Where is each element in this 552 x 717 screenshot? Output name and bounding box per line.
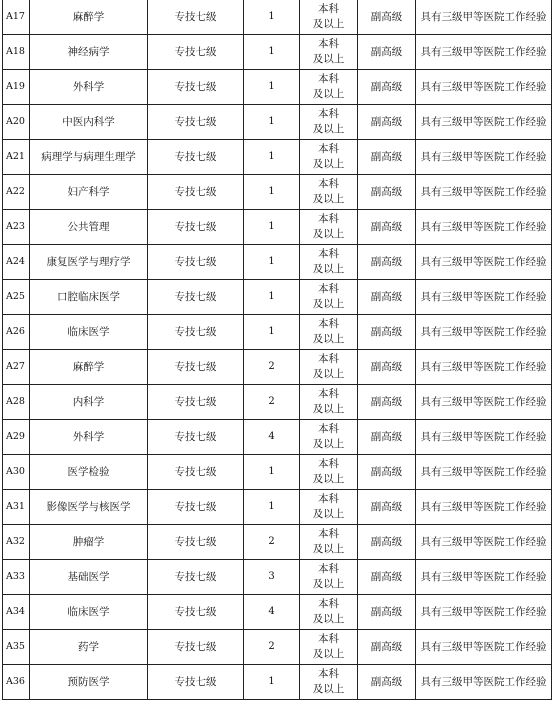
post-level-cell: 专技七级 (148, 630, 244, 665)
position-code-cell: A25 (3, 280, 30, 315)
major-cell: 妇产科学 (30, 175, 148, 210)
post-level-cell: 专技七级 (148, 490, 244, 525)
post-level-cell: 专技七级 (148, 455, 244, 490)
headcount-cell: 4 (244, 595, 300, 630)
major-cell: 麻醉学 (30, 0, 148, 35)
education-line-1: 本科 (318, 178, 339, 190)
post-level-cell: 专技七级 (148, 35, 244, 70)
education-line-2: 及以上 (312, 333, 345, 345)
education-cell (300, 455, 358, 490)
position-code-cell: A35 (3, 630, 30, 665)
education-line-2: 及以上 (312, 298, 345, 310)
major-cell: 外科学 (30, 420, 148, 455)
education-line-2: 及以上 (312, 438, 345, 450)
education-cell (300, 665, 358, 700)
requirement-cell: 具有三级甲等医院工作经验 (416, 70, 552, 105)
position-code-cell: A21 (3, 140, 30, 175)
major-cell: 外科学 (30, 70, 148, 105)
requirement-cell: 具有三级甲等医院工作经验 (416, 245, 552, 280)
major-cell: 药学 (30, 630, 148, 665)
professional-title-cell: 副高级 (358, 490, 416, 525)
headcount-cell: 1 (244, 315, 300, 350)
education-line-2: 及以上 (312, 508, 345, 520)
table-row (3, 0, 552, 35)
position-code-cell: A31 (3, 490, 30, 525)
education-line-2: 及以上 (312, 473, 345, 485)
position-code-cell: A23 (3, 210, 30, 245)
education-line-1: 本科 (318, 73, 339, 85)
major-cell: 中医内科学 (30, 105, 148, 140)
education-cell (300, 525, 358, 560)
requirement-cell: 具有三级甲等医院工作经验 (416, 35, 552, 70)
major-cell: 麻醉学 (30, 350, 148, 385)
post-level-cell: 专技七级 (148, 595, 244, 630)
position-code-cell: A27 (3, 350, 30, 385)
headcount-cell: 1 (244, 35, 300, 70)
education-line-1: 本科 (318, 283, 339, 295)
post-level-cell: 专技七级 (148, 350, 244, 385)
education-line-1: 本科 (318, 318, 339, 330)
table-row (3, 420, 552, 455)
table-row (3, 105, 552, 140)
requirement-cell: 具有三级甲等医院工作经验 (416, 665, 552, 700)
table-row (3, 455, 552, 490)
headcount-cell: 1 (244, 245, 300, 280)
education-line-1: 本科 (318, 668, 339, 680)
table-row (3, 560, 552, 595)
table-row (3, 350, 552, 385)
professional-title-cell: 副高级 (358, 70, 416, 105)
table-row (3, 140, 552, 175)
table-row (3, 490, 552, 525)
education-cell (300, 210, 358, 245)
headcount-cell: 1 (244, 70, 300, 105)
table-row (3, 210, 552, 245)
major-cell: 基础医学 (30, 560, 148, 595)
education-line-1: 本科 (318, 493, 339, 505)
headcount-cell: 1 (244, 105, 300, 140)
position-code-cell: A29 (3, 420, 30, 455)
major-cell: 影像医学与核医学 (30, 490, 148, 525)
professional-title-cell: 副高级 (358, 315, 416, 350)
headcount-cell: 1 (244, 210, 300, 245)
post-level-cell: 专技七级 (148, 560, 244, 595)
education-line-1: 本科 (318, 598, 339, 610)
professional-title-cell: 副高级 (358, 105, 416, 140)
post-level-cell: 专技七级 (148, 315, 244, 350)
major-cell: 康复医学与理疗学 (30, 245, 148, 280)
table-row (3, 630, 552, 665)
requirement-cell: 具有三级甲等医院工作经验 (416, 455, 552, 490)
table-row (3, 35, 552, 70)
professional-title-cell: 副高级 (358, 420, 416, 455)
post-level-cell: 专技七级 (148, 210, 244, 245)
headcount-cell: 1 (244, 490, 300, 525)
education-line-2: 及以上 (312, 648, 345, 660)
position-code-cell: A22 (3, 175, 30, 210)
education-cell (300, 280, 358, 315)
education-line-1: 本科 (318, 563, 339, 575)
major-cell: 内科学 (30, 385, 148, 420)
education-line-1: 本科 (318, 633, 339, 645)
education-cell (300, 385, 358, 420)
education-line-2: 及以上 (312, 158, 345, 170)
education-line-2: 及以上 (312, 543, 345, 555)
post-level-cell: 专技七级 (148, 70, 244, 105)
headcount-cell: 1 (244, 140, 300, 175)
position-code-cell: A24 (3, 245, 30, 280)
professional-title-cell: 副高级 (358, 245, 416, 280)
requirement-cell: 具有三级甲等医院工作经验 (416, 385, 552, 420)
table-row (3, 175, 552, 210)
headcount-cell: 1 (244, 0, 300, 35)
education-cell (300, 245, 358, 280)
education-line-1: 本科 (318, 38, 339, 50)
major-cell: 肿瘤学 (30, 525, 148, 560)
education-line-2: 及以上 (312, 228, 345, 240)
education-cell (300, 0, 358, 35)
education-line-2: 及以上 (312, 683, 345, 695)
major-cell: 病理学与病理生理学 (30, 140, 148, 175)
professional-title-cell: 副高级 (358, 280, 416, 315)
requirement-cell: 具有三级甲等医院工作经验 (416, 140, 552, 175)
education-cell (300, 595, 358, 630)
requirement-cell: 具有三级甲等医院工作经验 (416, 350, 552, 385)
table-row (3, 315, 552, 350)
table-row (3, 70, 552, 105)
education-cell (300, 140, 358, 175)
professional-title-cell: 副高级 (358, 455, 416, 490)
requirement-cell: 具有三级甲等医院工作经验 (416, 420, 552, 455)
post-level-cell: 专技七级 (148, 140, 244, 175)
post-level-cell: 专技七级 (148, 105, 244, 140)
professional-title-cell: 副高级 (358, 560, 416, 595)
education-line-1: 本科 (318, 458, 339, 470)
position-code-cell: A19 (3, 70, 30, 105)
post-level-cell: 专技七级 (148, 525, 244, 560)
requirement-cell: 具有三级甲等医院工作经验 (416, 0, 552, 35)
education-line-2: 及以上 (312, 613, 345, 625)
education-line-1: 本科 (318, 3, 339, 15)
education-cell (300, 315, 358, 350)
education-line-2: 及以上 (312, 578, 345, 590)
requirement-cell: 具有三级甲等医院工作经验 (416, 560, 552, 595)
professional-title-cell: 副高级 (358, 525, 416, 560)
professional-title-cell: 副高级 (358, 140, 416, 175)
education-cell (300, 70, 358, 105)
education-line-2: 及以上 (312, 368, 345, 380)
position-code-cell: A32 (3, 525, 30, 560)
education-cell (300, 420, 358, 455)
education-cell (300, 630, 358, 665)
post-level-cell: 专技七级 (148, 245, 244, 280)
position-code-cell: A28 (3, 385, 30, 420)
table-row (3, 665, 552, 700)
requirement-cell: 具有三级甲等医院工作经验 (416, 175, 552, 210)
education-cell (300, 105, 358, 140)
requirement-cell: 具有三级甲等医院工作经验 (416, 210, 552, 245)
positions-table (2, 0, 552, 700)
professional-title-cell: 副高级 (358, 385, 416, 420)
major-cell: 医学检验 (30, 455, 148, 490)
requirement-cell: 具有三级甲等医院工作经验 (416, 525, 552, 560)
table-row (3, 245, 552, 280)
requirement-cell: 具有三级甲等医院工作经验 (416, 595, 552, 630)
requirement-cell: 具有三级甲等医院工作经验 (416, 105, 552, 140)
headcount-cell: 3 (244, 560, 300, 595)
education-line-1: 本科 (318, 213, 339, 225)
post-level-cell: 专技七级 (148, 175, 244, 210)
education-line-1: 本科 (318, 353, 339, 365)
requirement-cell: 具有三级甲等医院工作经验 (416, 490, 552, 525)
professional-title-cell: 副高级 (358, 210, 416, 245)
education-line-2: 及以上 (312, 263, 345, 275)
position-code-cell: A20 (3, 105, 30, 140)
education-line-2: 及以上 (312, 53, 345, 65)
position-code-cell: A26 (3, 315, 30, 350)
professional-title-cell: 副高级 (358, 665, 416, 700)
headcount-cell: 1 (244, 280, 300, 315)
table-row (3, 595, 552, 630)
education-cell (300, 35, 358, 70)
position-code-cell: A36 (3, 665, 30, 700)
headcount-cell: 1 (244, 175, 300, 210)
education-line-2: 及以上 (312, 18, 345, 30)
major-cell: 公共管理 (30, 210, 148, 245)
major-cell: 神经病学 (30, 35, 148, 70)
education-cell (300, 560, 358, 595)
education-cell (300, 175, 358, 210)
education-line-1: 本科 (318, 143, 339, 155)
requirement-cell: 具有三级甲等医院工作经验 (416, 630, 552, 665)
education-line-2: 及以上 (312, 123, 345, 135)
education-line-1: 本科 (318, 423, 339, 435)
post-level-cell: 专技七级 (148, 385, 244, 420)
post-level-cell: 专技七级 (148, 280, 244, 315)
education-line-1: 本科 (318, 528, 339, 540)
education-line-1: 本科 (318, 108, 339, 120)
education-line-2: 及以上 (312, 193, 345, 205)
table-row (3, 525, 552, 560)
headcount-cell: 2 (244, 630, 300, 665)
table-row (3, 280, 552, 315)
headcount-cell: 4 (244, 420, 300, 455)
education-cell (300, 350, 358, 385)
professional-title-cell: 副高级 (358, 630, 416, 665)
headcount-cell: 2 (244, 385, 300, 420)
professional-title-cell: 副高级 (358, 35, 416, 70)
major-cell: 临床医学 (30, 595, 148, 630)
requirement-cell: 具有三级甲等医院工作经验 (416, 280, 552, 315)
position-code-cell: A34 (3, 595, 30, 630)
headcount-cell: 1 (244, 665, 300, 700)
education-line-2: 及以上 (312, 88, 345, 100)
education-line-1: 本科 (318, 248, 339, 260)
professional-title-cell: 副高级 (358, 175, 416, 210)
post-level-cell: 专技七级 (148, 0, 244, 35)
major-cell: 口腔临床医学 (30, 280, 148, 315)
education-cell (300, 490, 358, 525)
professional-title-cell: 副高级 (358, 595, 416, 630)
professional-title-cell: 副高级 (358, 350, 416, 385)
positions-table-body (3, 0, 552, 700)
headcount-cell: 1 (244, 455, 300, 490)
position-code-cell: A17 (3, 0, 30, 35)
headcount-cell: 2 (244, 350, 300, 385)
major-cell: 预防医学 (30, 665, 148, 700)
requirement-cell: 具有三级甲等医院工作经验 (416, 315, 552, 350)
professional-title-cell: 副高级 (358, 0, 416, 35)
position-code-cell: A18 (3, 35, 30, 70)
education-line-1: 本科 (318, 388, 339, 400)
table-row (3, 385, 552, 420)
position-code-cell: A30 (3, 455, 30, 490)
post-level-cell: 专技七级 (148, 420, 244, 455)
headcount-cell: 2 (244, 525, 300, 560)
education-line-2: 及以上 (312, 403, 345, 415)
position-code-cell: A33 (3, 560, 30, 595)
major-cell: 临床医学 (30, 315, 148, 350)
post-level-cell: 专技七级 (148, 665, 244, 700)
